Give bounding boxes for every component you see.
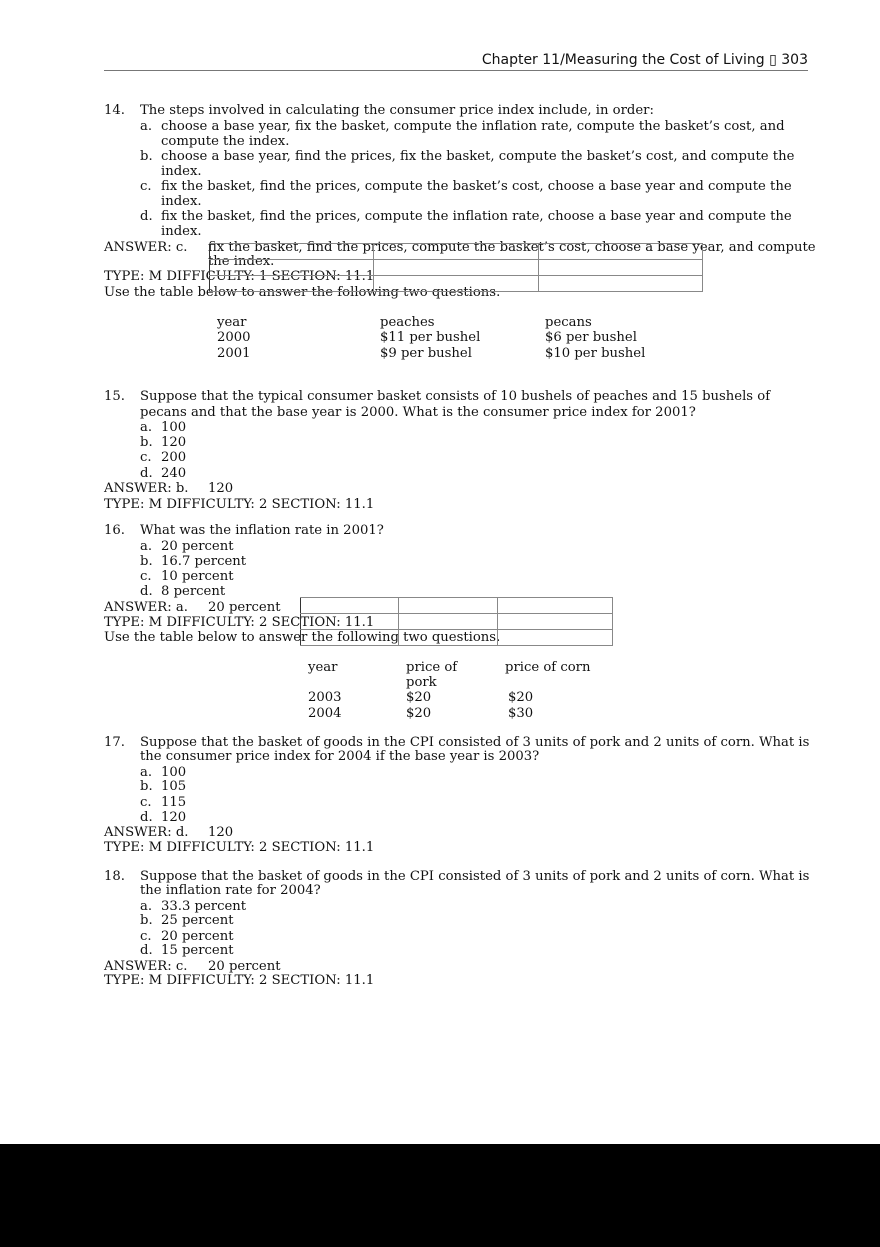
option-text: 115	[161, 795, 187, 810]
question-stem: What was the inflation rate in 2001?	[140, 523, 384, 538]
option-text: 15 percent	[161, 943, 234, 958]
option-text: choose a base year, fix the basket, compute the inflation rate, compute the basket’s cost, and	[161, 119, 785, 134]
option-letter: c.	[140, 569, 152, 584]
question-meta: TYPE: M DIFFICULTY: 2 SECTION: 11.1	[104, 840, 375, 855]
table-header-year: year	[217, 315, 247, 330]
question-number: 18.	[104, 869, 125, 884]
option-letter: d.	[140, 584, 153, 599]
option-letter: c.	[140, 929, 152, 944]
answer-label: ANSWER: c.	[104, 240, 188, 255]
table-header-pecans: pecans	[545, 315, 592, 330]
option-letter: d.	[140, 466, 153, 481]
table-instruction: Use the table below to answer the following two questions.	[104, 630, 501, 645]
table-cell: $20	[406, 706, 432, 721]
table-cell: 2000	[217, 330, 251, 345]
table-instruction: Use the table below to answer the following two questions.	[104, 285, 501, 300]
option-letter: a.	[140, 119, 153, 134]
question-stem: Suppose that the basket of goods in the CPI consisted of 3 units of pork and 2 units of corn. What is	[140, 869, 810, 884]
question-number: 16.	[104, 523, 125, 538]
question-number: 14.	[104, 103, 125, 118]
option-text: 120	[161, 810, 187, 825]
option-letter: d.	[140, 209, 153, 224]
question-stem: pecans and that the base year is 2000. What is the consumer price index for 2001?	[140, 405, 696, 420]
option-letter: b.	[140, 554, 153, 569]
option-letter: b.	[140, 779, 153, 794]
table-cell: 2001	[217, 346, 251, 361]
answer-text: 20 percent	[208, 959, 281, 974]
option-text: 100	[161, 765, 187, 780]
question-stem: the inflation rate for 2004?	[140, 883, 321, 898]
option-text: fix the basket, find the prices, compute the basket’s cost, choose a base year and compute the	[161, 179, 792, 194]
question-stem: Suppose that the basket of goods in the CPI consisted of 3 units of pork and 2 units of corn. What is	[140, 735, 810, 750]
table-cell: $6 per bushel	[545, 330, 637, 345]
option-letter: c.	[140, 179, 152, 194]
option-letter: a.	[140, 765, 153, 780]
answer-label: ANSWER: d.	[104, 825, 189, 840]
option-text: 20 percent	[161, 929, 234, 944]
table-cell: $20	[406, 690, 432, 705]
question-stem: The steps involved in calculating the consumer price index include, in order:	[140, 103, 654, 118]
answer-text: fix the basket, find the prices, compute the basket’s cost, choose a base year, and compute	[208, 240, 816, 255]
option-text: choose a base year, find the prices, fix the basket, compute the basket’s cost, and compute the	[161, 149, 795, 164]
question-stem: the consumer price index for 2004 if the base year is 2003?	[140, 749, 540, 764]
option-letter: b.	[140, 913, 153, 928]
table-header-pork: price of	[406, 660, 458, 675]
option-text: 16.7 percent	[161, 554, 247, 569]
option-text: 10 percent	[161, 569, 234, 584]
option-text: fix the basket, find the prices, compute the inflation rate, choose a base year and compute the	[161, 209, 792, 224]
option-text: 200	[161, 450, 187, 465]
table-cell: $10 per bushel	[545, 346, 646, 361]
option-letter: d.	[140, 810, 153, 825]
option-letter: d.	[140, 943, 153, 958]
answer-text: 120	[208, 825, 234, 840]
option-letter: a.	[140, 420, 153, 435]
option-text: 100	[161, 420, 187, 435]
table-grid-overlay	[300, 597, 613, 646]
question-stem: Suppose that the typical consumer basket consists of 10 bushels of peaches and 15 bushels of	[140, 389, 771, 404]
question-meta: TYPE: M DIFFICULTY: 2 SECTION: 11.1	[104, 615, 375, 630]
option-text: 8 percent	[161, 584, 226, 599]
table-grid-overlay	[209, 243, 703, 292]
table-header-peaches: peaches	[380, 315, 435, 330]
blank-black-region	[0, 1144, 880, 1247]
question-meta: TYPE: M DIFFICULTY: 2 SECTION: 11.1	[104, 497, 375, 512]
table-cell: 2004	[308, 706, 342, 721]
answer-text: 120	[208, 481, 234, 496]
question-number: 17.	[104, 735, 125, 750]
option-text: 105	[161, 779, 187, 794]
option-text: 20 percent	[161, 539, 234, 554]
option-letter: c.	[140, 795, 152, 810]
option-text: 120	[161, 435, 187, 450]
table-cell: $30	[508, 706, 534, 721]
option-text: index.	[161, 194, 202, 209]
option-letter: a.	[140, 899, 153, 914]
option-letter: b.	[140, 149, 153, 164]
table-header-corn: price of corn	[505, 660, 591, 675]
option-letter: a.	[140, 539, 153, 554]
option-letter: b.	[140, 435, 153, 450]
option-text: 33.3 percent	[161, 899, 247, 914]
table-header-year: year	[308, 660, 338, 675]
option-text: 25 percent	[161, 913, 234, 928]
question-meta: TYPE: M DIFFICULTY: 1 SECTION: 11.1	[104, 269, 375, 284]
option-text: 240	[161, 466, 187, 481]
question-meta: TYPE: M DIFFICULTY: 2 SECTION: 11.1	[104, 973, 375, 988]
option-letter: c.	[140, 450, 152, 465]
option-text: compute the index.	[161, 134, 290, 149]
table-header-pork-cont: pork	[406, 675, 437, 690]
question-number: 15.	[104, 389, 125, 404]
answer-label: ANSWER: c.	[104, 959, 188, 974]
answer-label: ANSWER: b.	[104, 481, 189, 496]
table-cell: 2003	[308, 690, 342, 705]
answer-text: 20 percent	[208, 600, 281, 615]
running-header: Chapter 11/Measuring the Cost of Living ▯ 303	[104, 52, 808, 71]
option-text: index.	[161, 164, 202, 179]
table-cell: $11 per bushel	[380, 330, 481, 345]
answer-text: the index.	[208, 254, 275, 269]
table-cell: $9 per bushel	[380, 346, 472, 361]
option-text: index.	[161, 224, 202, 239]
answer-label: ANSWER: a.	[104, 600, 188, 615]
table-cell: $20	[508, 690, 534, 705]
